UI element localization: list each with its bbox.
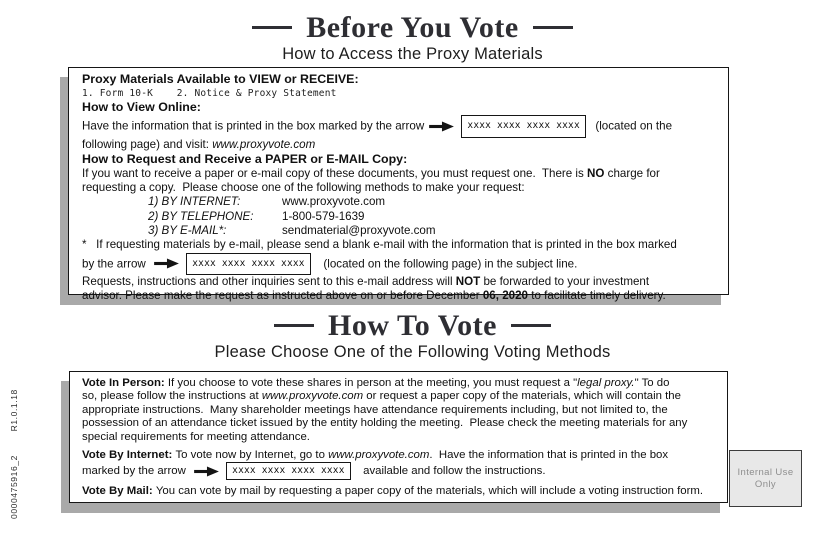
left-dash-rule xyxy=(274,324,314,327)
control-number-placeholder-box: xxxx xxxx xxxx xxxx xyxy=(186,253,310,276)
section1-title-row xyxy=(0,12,825,44)
text-run: special requirements for meeting attendance. xyxy=(82,430,310,443)
text-run: If you want to receive a paper or e-mail copy of these documents, you must request one. There is xyxy=(82,166,588,180)
internal-use-line1: Internal Use xyxy=(737,467,794,478)
text-line xyxy=(82,100,718,115)
text-run: www.proxyvote.com xyxy=(212,137,316,151)
text-run: legal proxy. xyxy=(577,377,635,389)
internal-use-only-box xyxy=(729,450,802,507)
arrow-right-icon xyxy=(429,121,454,132)
arrow-right-icon xyxy=(194,466,219,477)
text-line xyxy=(82,449,719,462)
text-line xyxy=(82,377,719,390)
text-line xyxy=(82,115,718,138)
text-run: (located on the xyxy=(588,119,673,133)
text-line xyxy=(82,431,719,444)
text-run: 1. Form 10-K 2. Notice & Proxy Statement xyxy=(82,88,337,99)
text-line xyxy=(148,210,718,224)
text-run: 1-800-579-1639 xyxy=(282,209,365,223)
text-run: following page) and visit: xyxy=(82,137,213,151)
text-line xyxy=(82,417,719,430)
text-run: to facilitate timely delivery. xyxy=(528,289,666,303)
text-line xyxy=(148,195,718,209)
text-run: NOT xyxy=(455,275,481,289)
text-line xyxy=(82,238,718,252)
section1-subtitle: How to Access the Proxy Materials xyxy=(282,45,543,63)
text-run: * If requesting materials by e-mail, please send a blank e-mail with the information that is printed in the box marked xyxy=(82,238,677,252)
text-run: www.proxyvote.com xyxy=(261,390,364,403)
text-run: available and follow the instructions. xyxy=(353,465,546,478)
text-run: . Have the information that is printed in the box xyxy=(429,449,669,462)
text-run: NO xyxy=(587,166,605,180)
section2-subtitle: Please Choose One of the Following Voting Methods xyxy=(214,343,611,361)
text-run: Vote By Internet: xyxy=(82,449,176,462)
text-line xyxy=(82,275,718,289)
text-run: requesting a copy. Please choose one of the following methods to make your request: xyxy=(82,181,525,195)
text-run: or request a paper copy of the materials, which will contain the xyxy=(363,390,681,403)
right-dash-rule xyxy=(533,26,573,29)
text-line xyxy=(148,224,718,238)
text-run: marked by the arrow xyxy=(82,465,193,478)
text-run: " To do xyxy=(634,377,670,389)
section1-title: Before You Vote xyxy=(306,11,519,44)
text-run: Proxy Materials Available to VIEW or RECEIVE: xyxy=(82,72,359,86)
form-code-vertical-label: 0000475916_2 R1.0.1.18 xyxy=(9,389,19,519)
text-run: To vote now by Internet, go to xyxy=(175,449,329,462)
text-run: be forwarded to your investment xyxy=(480,275,650,289)
text-run: You can vote by mail by requesting a paper copy of the materials, which will include a voting instruction form. xyxy=(155,485,704,498)
text-run: 3) BY E-MAIL*: xyxy=(148,223,227,237)
text-run: by the arrow xyxy=(82,256,153,270)
text-line xyxy=(82,289,718,303)
text-run: www.proxyvote.com xyxy=(328,449,430,462)
text-line xyxy=(82,485,719,498)
text-run: advisor. Please make the request as instructed above on or before December xyxy=(82,289,483,303)
text-run: 2) BY TELEPHONE: xyxy=(148,209,254,223)
text-line xyxy=(82,181,718,195)
text-run: (located on the following page) in the subject line. xyxy=(313,256,578,270)
text-run: sendmaterial@proxyvote.com xyxy=(282,223,436,237)
text-run: appropriate instructions. Many shareholder meetings have attendance requirements including, but not limited to, the xyxy=(82,403,668,416)
text-run: How to Request and Receive a PAPER or E-MAIL Copy: xyxy=(82,151,408,166)
arrow-right-icon xyxy=(154,258,179,269)
access-proxy-materials-panel xyxy=(68,67,729,303)
right-dash-rule xyxy=(511,324,551,327)
text-line xyxy=(82,253,718,276)
text-line xyxy=(82,152,718,167)
text-line xyxy=(82,404,719,417)
text-run: Vote By Mail: xyxy=(82,485,156,498)
text-run: possession of an attendance ticket issued by the entity holding the meeting. Please check the meeting materials for any xyxy=(82,417,688,430)
section2-title: How To Vote xyxy=(328,309,497,342)
text-line xyxy=(82,390,719,403)
text-line xyxy=(82,87,718,100)
text-run: If you choose to vote these shares in person at the meeting, you must request a " xyxy=(167,377,578,389)
section2-title-row xyxy=(0,310,825,342)
text-run: Vote In Person: xyxy=(82,377,168,389)
text-line xyxy=(82,72,718,87)
text-line xyxy=(82,167,718,181)
internal-use-line2: Only xyxy=(754,478,777,490)
voting-methods-panel xyxy=(69,371,728,503)
text-run: Have the information that is printed in the box marked by the arrow xyxy=(82,119,428,133)
control-number-placeholder-box: xxxx xxxx xxxx xxxx xyxy=(226,462,350,480)
text-run: so, please follow the instructions at xyxy=(82,390,262,403)
left-dash-rule xyxy=(252,26,292,29)
control-number-placeholder-box: xxxx xxxx xxxx xxxx xyxy=(461,115,585,138)
text-run: Requests, instructions and other inquiries sent to this e-mail address will xyxy=(82,275,456,289)
text-run: 06, 2020 xyxy=(482,289,528,303)
text-run: How to View Online: xyxy=(82,100,201,114)
text-line xyxy=(82,138,718,152)
text-line xyxy=(82,462,719,480)
text-run: charge for xyxy=(604,166,660,180)
before-you-vote-header xyxy=(0,12,825,64)
text-run: www.proxyvote.com xyxy=(282,195,386,209)
text-run: 1) BY INTERNET: xyxy=(148,195,241,209)
how-to-vote-header xyxy=(0,310,825,362)
